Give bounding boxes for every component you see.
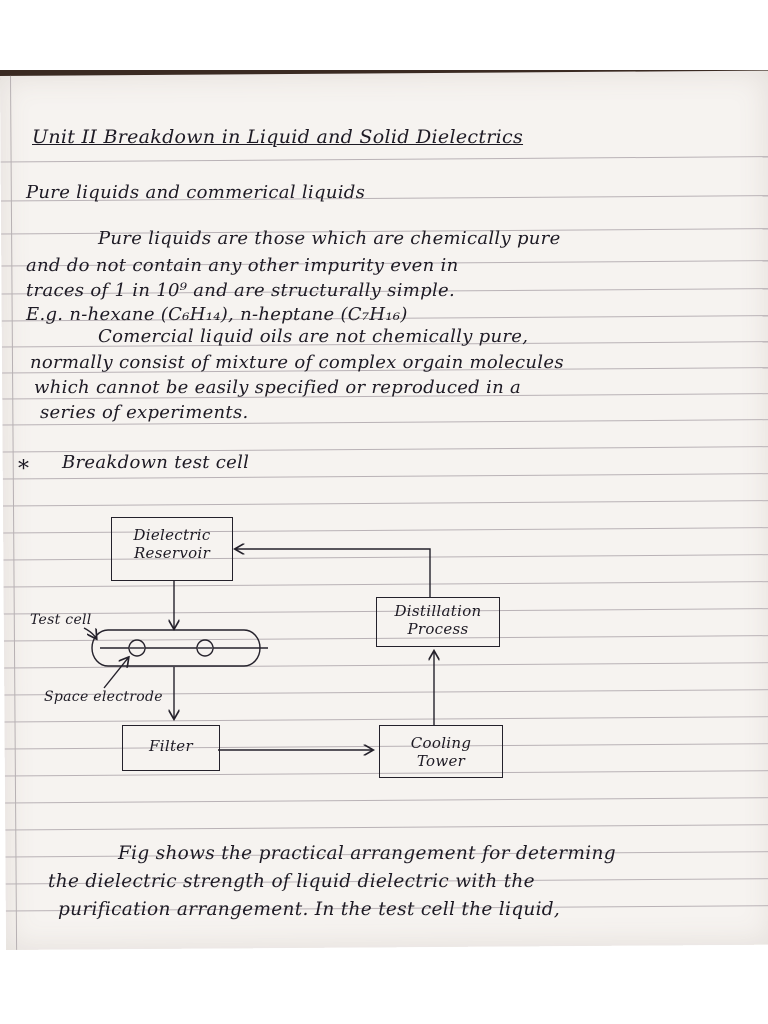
section-subheading: Pure liquids and commerical liquids	[26, 182, 366, 203]
paragraph3-line3: purification arrangement. In the test cell the liquid,	[58, 899, 561, 920]
reservoir-label-line2: Reservoir	[133, 544, 211, 562]
space-electrode-pointer	[104, 658, 128, 688]
test-cell-pointer	[84, 628, 96, 638]
paragraph1-line2: and do not contain any other impurity even in	[26, 255, 459, 276]
paragraph2-line2: normally consist of mixture of complex orgain molecules	[30, 352, 564, 373]
bottom-margin	[0, 950, 768, 1024]
test-cell-label: Test cell	[30, 612, 92, 628]
paragraph2-line3: which cannot be easily specified or reproduced in a	[34, 377, 522, 398]
filter-label: Filter	[149, 737, 193, 755]
paragraph1-line3: traces of 1 in 10⁹ and are structurally simple.	[26, 280, 455, 301]
paragraph1-line4: E.g. n-hexane (C₆H₁₄), n-heptane (C₇H₁₆)	[26, 304, 408, 325]
paragraph3-line2: the dielectric strength of liquid dielectric with the	[48, 871, 535, 892]
distillation-to-reservoir-arrow	[236, 549, 430, 597]
paragraph3-line1: Fig shows the practical arrangement for determing	[118, 843, 616, 864]
bullet-star: *	[18, 457, 30, 482]
paragraph2-line1: Comercial liquid oils are not chemically pure,	[98, 326, 529, 347]
distillation-label-line1: Distillation	[394, 602, 482, 620]
cooling-label-line2: Tower	[416, 752, 466, 770]
space-electrode-label: Space electrode	[44, 689, 163, 705]
paragraph1-line1: Pure liquids are those which are chemically pure	[98, 228, 561, 249]
distillation-label-line2: Process	[407, 620, 469, 638]
cooling-label-line1: Cooling	[410, 734, 472, 752]
paragraph2-line4: series of experiments.	[40, 402, 249, 423]
page-heading: Unit II Breakdown in Liquid and Solid Dielectrics	[32, 126, 524, 148]
bullet-heading: Breakdown test cell	[62, 452, 250, 473]
reservoir-label-line1: Dielectric	[133, 526, 211, 544]
